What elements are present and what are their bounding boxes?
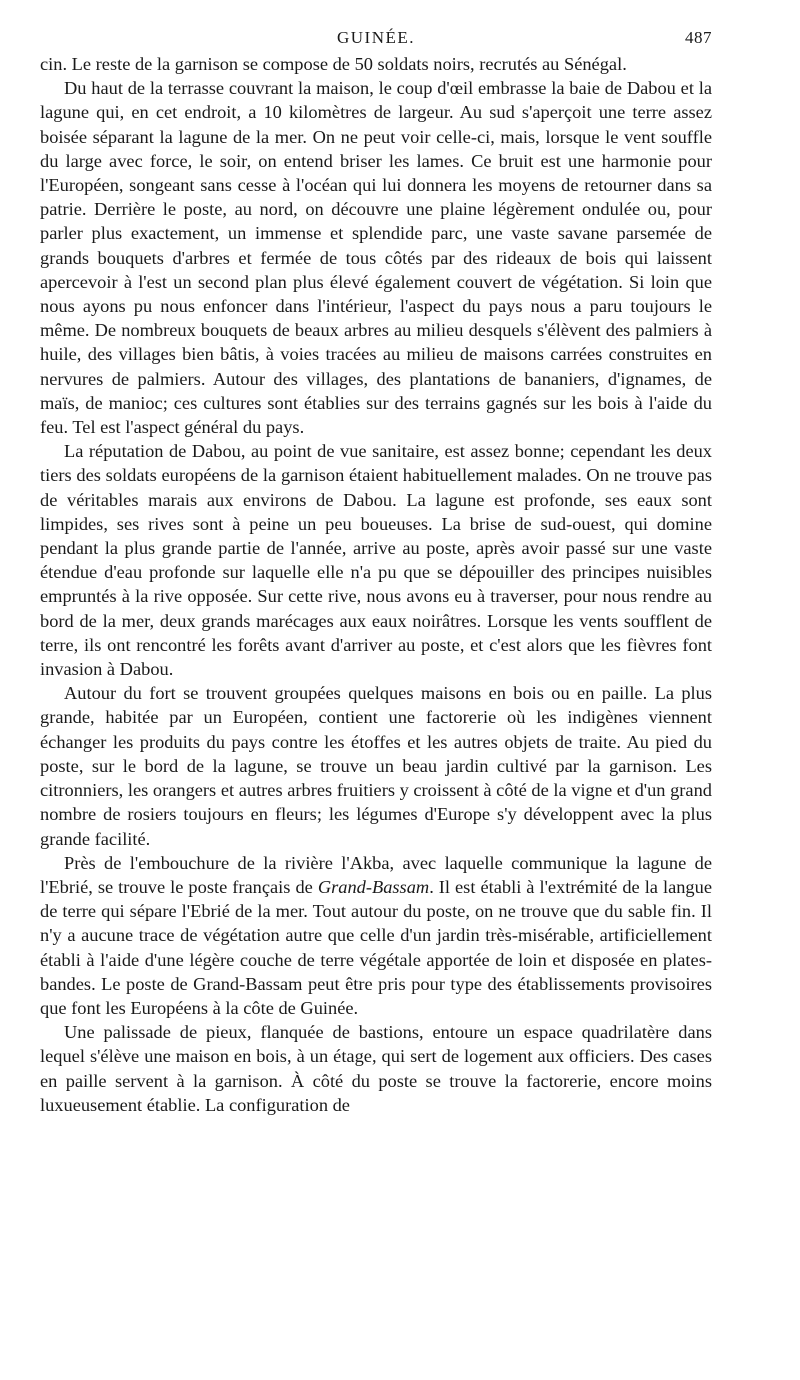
paragraph — [40, 1020, 712, 1117]
paragraph-text: cin. Le reste de la garnison se compose de 50 soldats noirs, recrutés au Sénégal. — [40, 54, 627, 74]
running-title: GUINÉE. — [336, 28, 415, 47]
paragraph — [40, 681, 712, 850]
paragraph-text: Autour du fort se trouvent groupées quelques maisons en bois ou en paille. La plus grande, habitée par un Européen, contient une factorerie où les indigènes viennent échanger les produits du pays contre les étoffes et les autres objets de traite. Au pied du poste, sur le bord de la lagune, se trouve un beau jardin cultivé par la garnison. Les citronniers, les orangers et autres arbres fruitiers y croissent à côté de la vigne et d'un grand nombre de rosiers toujours en fleurs; les légumes d'Europe s'y développent avec la plus grande facilité. — [40, 683, 712, 849]
page-number: 487 — [685, 28, 712, 47]
document-page — [40, 22, 712, 1117]
paragraph-text: . Il est établi à l'extrémité de la langue de terre qui sépare l'Ebrié de la mer. Tout autour du poste, on ne trouve que du sable fin. Il n'y a aucune trace de végétation autre que celle d'un jardin très-misérable, artificiellement établi à l'aide d'une légère couche de terre végétale apportée de loin et disposée en plates-bandes. Le poste de Grand-Bassam peut être pris pour type des établissements provisoires que font les Européens à la côte de Guinée. — [40, 876, 712, 1018]
running-header — [40, 22, 712, 52]
paragraph — [40, 52, 712, 76]
paragraph-text: Du haut de la terrasse couvrant la maison, le coup d'œil embrasse la baie de Dabou et la lagune qui, en cet endroit, a 10 kilomètres de largeur. Au sud s'aperçoit une terre assez boisée séparant la lagune de la mer. On ne peut voir celle-ci, mais, lorsque le vent souffle du large avec force, le soir, on entend briser les lames. Ce bruit est une harmonie pour l'Européen, songeant sans cesse à l'océan qui lui donnera les moyens de retourner dans sa patrie. Derrière le poste, au nord, on découvre une plaine légèrement ondulée ou, pour parler plus exactement, un immense et splendide parc, une vaste savane parsemée de grands bouquets d'arbres et fermée de tous côtés par des rideaux de bois qui laissent apercevoir à l'est un second plan plus élevé également couvert de végétation. Si loin que nous ayons pu nous enfoncer dans l'intérieur, l'aspect du pays nous a paru toujours le même. De nombreux bouquets de beaux arbres au milieu desquels s'élèvent des palmiers à huile, des villages bien bâtis, à voies tracées au milieu de maisons carrées construites en nervures de palmiers. Autour des villages, des plantations de bananiers, d'ignames, de maïs, de manioc; ces cultures sont établies sur des terrains gagnés sur les bois à l'aide du feu. Tel est l'aspect général du pays. — [40, 78, 712, 438]
paragraph-text: La réputation de Dabou, au point de vue sanitaire, est assez bonne; cependant les deux tiers des soldats européens de la garnison étaient habituellement malades. On ne trouve pas de véritables marais aux environs de Dabou. La lagune est profonde, ses eaux sont limpides, ses rives sont à peine un peu boueuses. La brise de sud-ouest, qui domine pendant la plus grande partie de l'année, arrive au poste, après avoir passé sur une vaste étendue d'eau profonde sur laquelle elle n'a pu que se dépouiller des principes nuisibles empruntés à la rive opposée. Sur cette rive, nous avons eu à traverser, pour nous rendre au bord de la mer, deux grands marécages aux eaux noirâtres. Lorsque les vents soufflent de terre, ils ont rencontré les forêts avant d'arriver au poste, et c'est alors que les fièvres font invasion à Dabou. — [40, 441, 712, 680]
place-name-italic: Grand-Bassam — [317, 876, 430, 897]
body-text — [40, 52, 712, 1117]
paragraph-text: Une palissade de pieux, flanquée de bastions, entoure un espace quadrilatère dans lequel s'élève une maison en bois, à un étage, qui sert de logement aux officiers. Des cases en paille servent à la garnison. À côté du poste se trouve la factorerie, encore moins luxueusement établie. La configuration de — [40, 1022, 712, 1115]
paragraph — [40, 76, 712, 439]
paragraph-text: Près de l'embouchure de la rivière l'Akba, avec laquelle communique la lagune de l'Ebrié, se trouve le poste français de — [40, 852, 712, 897]
paragraph — [40, 851, 712, 1020]
paragraph — [40, 439, 712, 681]
